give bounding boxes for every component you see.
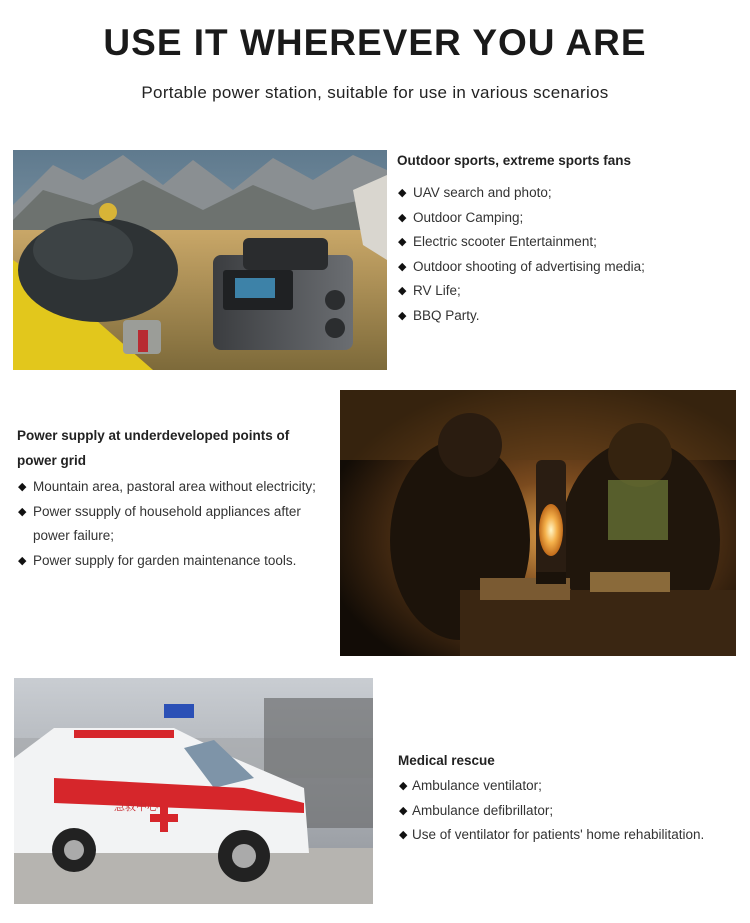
lantern-photo bbox=[340, 390, 736, 656]
bullet-icon: ◆ bbox=[398, 309, 407, 322]
list-item: ◆ Power ssupply of household appliances after power failure; bbox=[17, 500, 332, 549]
bullet-icon: ◆ bbox=[18, 481, 27, 493]
bullet-icon: ◆ bbox=[398, 187, 407, 199]
list-item: ◆ UAV search and photo; bbox=[397, 181, 742, 206]
bullet-icon: ◆ bbox=[398, 211, 407, 224]
ambulance-photo bbox=[14, 678, 373, 904]
bullet-icon: ◆ bbox=[399, 804, 408, 817]
bullet-icon: ◆ bbox=[398, 236, 407, 248]
bullet-icon: ◆ bbox=[399, 829, 408, 841]
bullet-icon: ◆ bbox=[18, 505, 27, 518]
section-title: Outdoor sports, extreme sports fans bbox=[397, 153, 632, 168]
section-outdoor bbox=[397, 148, 742, 328]
bullet-icon: ◆ bbox=[399, 780, 408, 792]
section-title: Medical rescue bbox=[398, 753, 495, 768]
list-item: ◆ RV Life; bbox=[397, 279, 742, 304]
bullet-icon: ◆ bbox=[398, 285, 407, 297]
camping-photo bbox=[13, 150, 387, 370]
page-subtitle: Portable power station, suitable for use in various scenarios bbox=[141, 83, 609, 102]
section-title: Power supply at underdeveloped points of power grid bbox=[17, 428, 290, 468]
list-item: ◆ Mountain area, pastoral area without electricity; bbox=[17, 475, 332, 500]
bullet-icon: ◆ bbox=[18, 554, 27, 567]
section-medical bbox=[398, 748, 738, 848]
list-item: ◆ Ambulance ventilator; bbox=[398, 774, 738, 799]
page-title: USE IT WHEREVER YOU ARE bbox=[103, 22, 647, 63]
bullet-icon: ◆ bbox=[398, 260, 407, 273]
ambulance-marking: 急救中心 bbox=[114, 800, 158, 813]
list-item: ◆ BBQ Party. bbox=[397, 304, 742, 329]
list-item: ◆ Use of ventilator for patients' home rehabilitation. bbox=[398, 823, 738, 848]
list-item: ◆ Power supply for garden maintenance tools. bbox=[17, 549, 332, 574]
list-item: ◆ Outdoor shooting of advertising media; bbox=[397, 255, 742, 280]
list-item: ◆ Outdoor Camping; bbox=[397, 206, 742, 231]
list-item: ◆ Ambulance defibrillator; bbox=[398, 799, 738, 824]
section-grid-power bbox=[17, 423, 332, 573]
list-item: ◆ Electric scooter Entertainment; bbox=[397, 230, 742, 255]
